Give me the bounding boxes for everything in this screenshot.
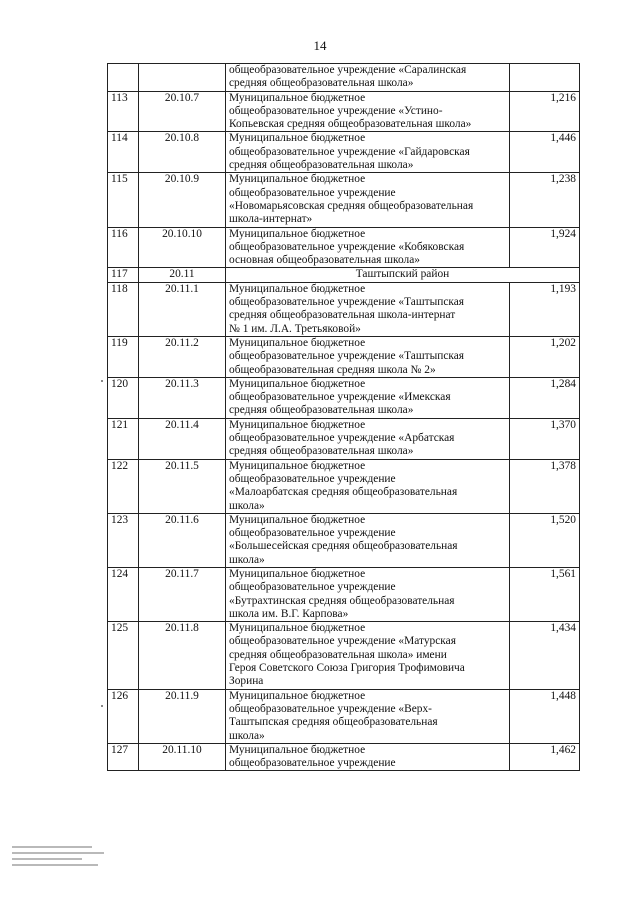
row-code: 20.11.1 [139,282,226,336]
table-row [108,513,580,567]
institution-name-line: общеобразовательная средняя школа № 2» [229,363,436,376]
coefficient-value: 1,446 [510,132,580,173]
institution-name-line: средняя общеобразовательная школа» [229,445,414,458]
row-code: 20.11.7 [139,567,226,621]
table-row [108,622,580,689]
institution-name-line: школа-интернат» [229,213,313,226]
institution-name-line: Муниципальное бюджетное [229,173,366,186]
row-code: 20.11.2 [139,336,226,377]
institution-name-line: общеобразовательное учреждение «Таштыпская [229,296,465,309]
institution-name-line: школа им. В.Г. Карпова» [229,607,349,620]
institution-name-line: «Малоарбатская средняя общеобразовательная [229,486,458,499]
institution-name-line: Муниципальное бюджетное [229,689,366,702]
row-number: 122 [108,459,139,513]
institution-name-line: Муниципальное бюджетное [229,459,366,472]
coefficient-value: 1,284 [510,377,580,418]
table-row [108,459,580,513]
institution-name-line: школа» [229,729,265,742]
coefficient-value: 1,448 [510,689,580,743]
institution-name-line: общеобразовательное учреждение [229,757,396,770]
institution-name-line: общеобразовательное учреждение «Верх- [229,702,432,715]
institution-name-line: «Новомарьясовская средняя общеобразовательная [229,199,474,212]
institution-name [226,567,510,621]
institution-name-line: общеобразовательное учреждение [229,186,396,199]
table-body [108,64,580,771]
coefficient-value: 1,238 [510,173,580,227]
institution-name [226,377,510,418]
row-code: 20.11.10 [139,743,226,771]
row-number: 124 [108,567,139,621]
row-number: 126 [108,689,139,743]
row-number [108,64,139,92]
institution-name-line: общеобразовательное учреждение «Гайдаровская [229,145,470,158]
table-row [108,91,580,132]
coefficient-value: 1,193 [510,282,580,336]
row-code: 20.11 [139,268,226,282]
institution-name [226,418,510,459]
table-row [108,227,580,268]
institution-name-line: Муниципальное бюджетное [229,336,366,349]
registration-stamp [12,842,107,882]
institution-name-line: общеобразовательное учреждение [229,472,396,485]
institution-name-line: общеобразовательное учреждение «Имекская [229,391,451,404]
row-code: 20.11.8 [139,622,226,689]
row-code: 20.11.5 [139,459,226,513]
institution-name-line: общеобразовательное учреждение «Матурская [229,635,456,648]
row-code: 20.10.9 [139,173,226,227]
row-number: 115 [108,173,139,227]
institution-name-line: основная общеобразовательная школа» [229,254,420,267]
table-row [108,377,580,418]
table-row [108,132,580,173]
institution-name-line: Зорина [229,675,264,688]
institution-name-line: школа» [229,553,265,566]
institution-name [226,64,510,92]
coefficient-value: 1,561 [510,567,580,621]
coefficient-value: 1,216 [510,91,580,132]
institution-name-line: средняя общеобразовательная школа» [229,404,414,417]
coefficient-value: 1,434 [510,622,580,689]
institution-name-line: Муниципальное бюджетное [229,227,366,240]
row-number: 119 [108,336,139,377]
institution-name [226,173,510,227]
row-number: 127 [108,743,139,771]
institution-name [226,743,510,771]
institution-name-line: Муниципальное бюджетное [229,622,366,635]
row-number: 125 [108,622,139,689]
institution-name-line: Муниципальное бюджетное [229,743,366,756]
table-row [108,282,580,336]
table-row [108,689,580,743]
coefficient-value: 1,924 [510,227,580,268]
institution-name-line: средняя общеобразовательная школа» имени [229,648,447,661]
institution-name-line: Муниципальное бюджетное [229,132,366,145]
coefficient-value: 1,462 [510,743,580,771]
row-code: 20.11.6 [139,513,226,567]
scan-mark [101,380,103,382]
institution-name [226,336,510,377]
institution-name-line: Героя Советского Союза Григория Трофимовича [229,662,465,675]
page-number: 14 [313,38,327,53]
institution-name-line: общеобразовательное учреждение «Устино- [229,104,443,117]
table-row [108,743,580,771]
institution-name-line: общеобразовательное учреждение «Саралинская [229,64,467,76]
institution-name-line: средняя общеобразовательная школа» [229,159,414,172]
institution-name [226,459,510,513]
table-row [108,336,580,377]
row-number: 123 [108,513,139,567]
institution-name-line: Муниципальное бюджетное [229,567,366,580]
row-number: 118 [108,282,139,336]
institution-name-line: «Бутрахтинская средняя общеобразовательная [229,594,455,607]
row-code: 20.11.9 [139,689,226,743]
coefficient-value: 1,202 [510,336,580,377]
row-number: 113 [108,91,139,132]
table-row [108,64,580,92]
coefficient-value: 1,378 [510,459,580,513]
institution-name-line: средняя общеобразовательная школа-интернат [229,309,456,322]
institution-name [226,689,510,743]
institution-name [226,132,510,173]
institution-name-line: Таштыпская средняя общеобразовательная [229,716,438,729]
institution-name-line: «Большесейская средняя общеобразовательная [229,540,458,553]
institution-name-line: школа» [229,499,265,512]
institution-name [226,282,510,336]
scan-mark [101,705,103,707]
table-row [108,173,580,227]
institution-name-line: Копьевская средняя общеобразовательная школа» [229,118,472,131]
row-number: 114 [108,132,139,173]
institution-name-line: Муниципальное бюджетное [229,91,366,104]
table-row [108,418,580,459]
institution-name-line: Муниципальное бюджетное [229,513,366,526]
allocation-table [107,63,580,771]
table-row [108,268,580,282]
institution-name [226,227,510,268]
institution-name-line: № 1 им. Л.А. Третьяковой» [229,322,361,335]
institution-name [226,513,510,567]
row-number: 121 [108,418,139,459]
coefficient-value: 1,370 [510,418,580,459]
institution-name-line: Муниципальное бюджетное [229,418,366,431]
row-code: 20.10.10 [139,227,226,268]
row-code: 20.10.7 [139,91,226,132]
institution-name-line: Муниципальное бюджетное [229,377,366,390]
institution-name [226,91,510,132]
region-name: Таштыпский район [226,268,580,282]
row-code: 20.11.4 [139,418,226,459]
row-number: 120 [108,377,139,418]
institution-name-line: общеобразовательное учреждение «Таштыпская [229,350,465,363]
institution-name-line: средняя общеобразовательная школа» [229,77,414,90]
coefficient-value: 1,520 [510,513,580,567]
row-number: 117 [108,268,139,282]
institution-name-line: Муниципальное бюджетное [229,282,366,295]
table-row [108,567,580,621]
institution-name-line: общеобразовательное учреждение «Кобяковская [229,240,465,253]
coefficient-value [510,64,580,92]
institution-name-line: общеобразовательное учреждение [229,527,396,540]
institution-name-line: общеобразовательное учреждение [229,581,396,594]
institution-name [226,622,510,689]
row-code: 20.10.8 [139,132,226,173]
row-code: 20.11.3 [139,377,226,418]
institution-name-line: общеобразовательное учреждение «Арбатская [229,432,455,445]
row-code [139,64,226,92]
row-number: 116 [108,227,139,268]
